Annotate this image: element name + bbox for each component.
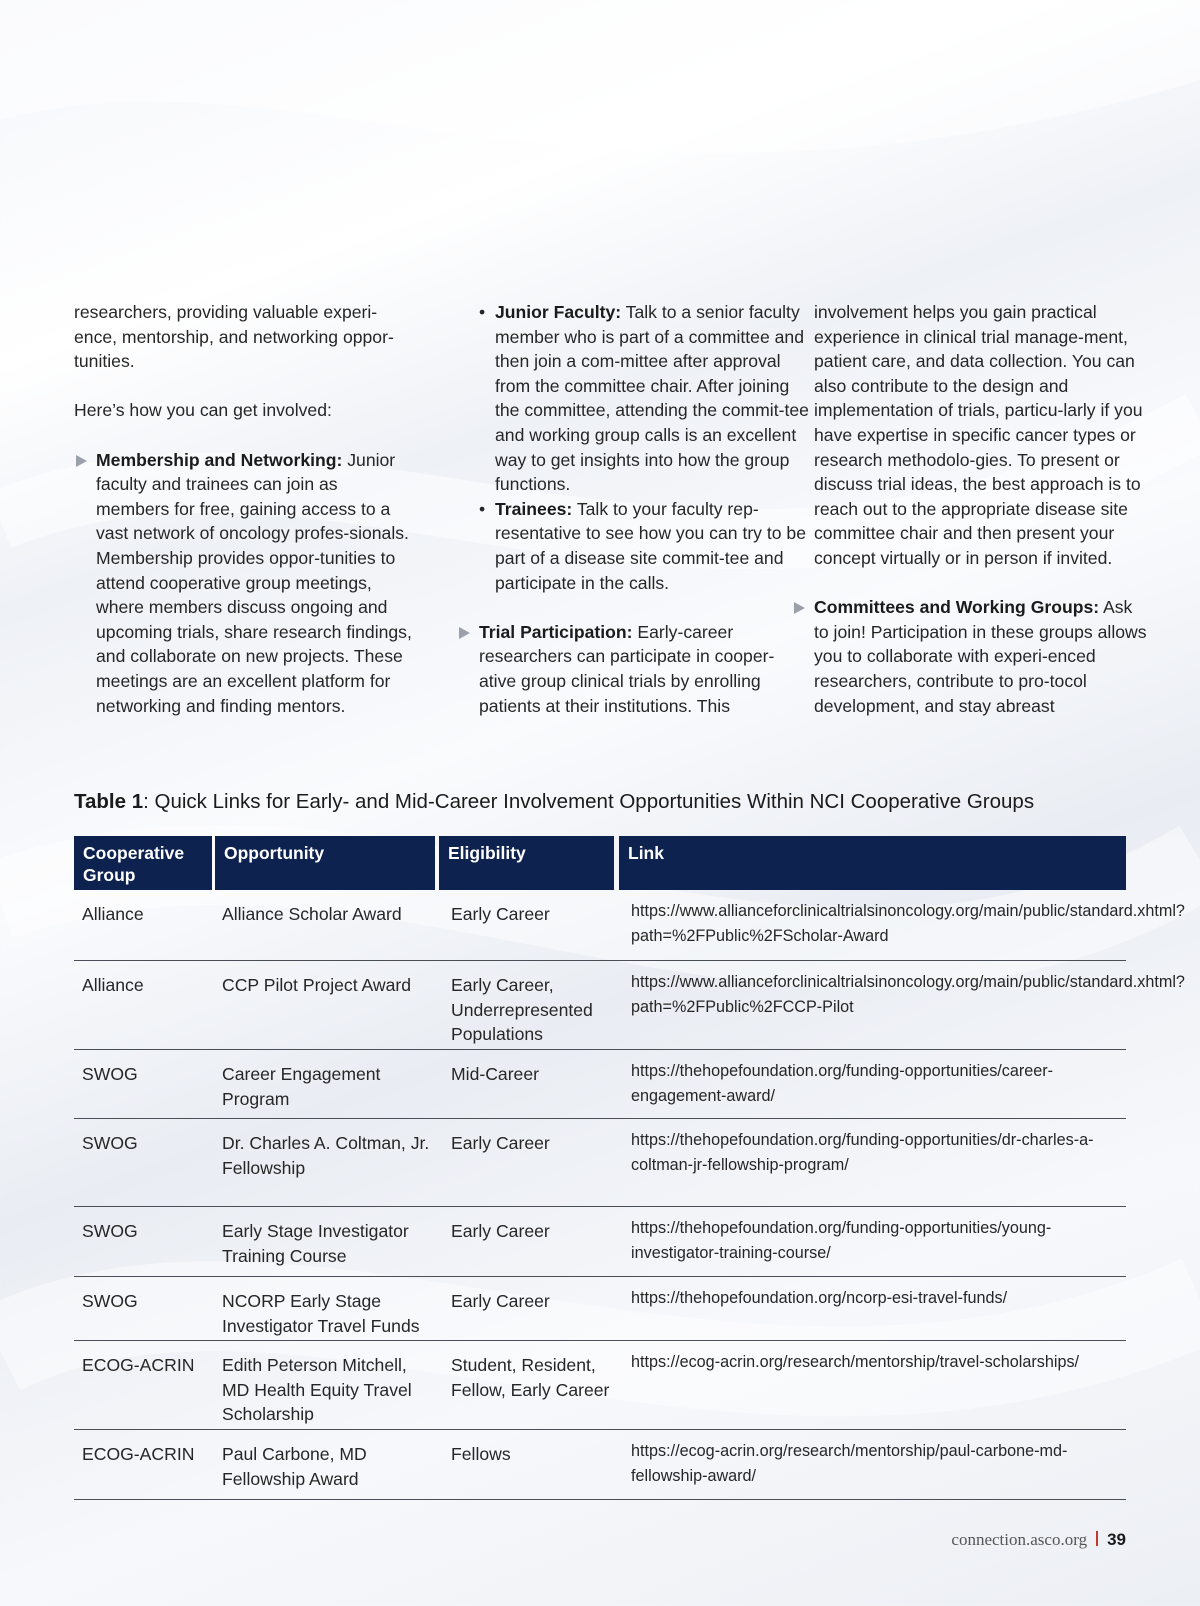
junior-faculty-title: Junior Faculty: [495, 302, 622, 322]
table-caption [74, 790, 1174, 814]
footer-site: connection.asco.org [951, 1530, 1088, 1549]
cell-cooperative-group: SWOG [82, 1291, 138, 1311]
committees-title: Committees and Working Groups: [814, 597, 1100, 618]
cell-link[interactable]: https://thehopefoundation.org/funding-opportunities/young-investigator-training-course/ [631, 1219, 1052, 1262]
cell-opportunity: Career Engagement Program [222, 1064, 381, 1109]
cell-cooperative-group: SWOG [82, 1133, 138, 1153]
cell-link[interactable]: https://thehopefoundation.org/funding-opportunities/dr-charles-a-coltman-jr-fellowship-program/ [631, 1131, 1094, 1174]
trial-participation-text: Early-career researchers can participate in cooper-ative group clinical trials by enrolling patients at their institutions. This [479, 621, 775, 716]
page-number: 39 [1107, 1530, 1126, 1549]
cell-link[interactable]: https://www.allianceforclinicaltrialsinoncology.org/main/public/standard.xhtml?path=%2FPublic%2FScholar-Award [631, 902, 1185, 945]
table-caption-text: : Quick Links for Early- and Mid-Career Involvement Opportunities Within NCI Cooperative Groups [143, 790, 1035, 813]
cell-eligibility: Early Career, Underrepresented Populations [451, 975, 593, 1045]
intro-paragraph: researchers, providing valuable experi-ence, mentorship, and networking oppor-tunities. [74, 302, 394, 372]
cell-cooperative-group: Alliance [82, 975, 144, 995]
header-cooperative-group: Cooperative Group [74, 836, 212, 890]
list-item-trainees [479, 497, 809, 595]
list-item-committees [792, 595, 1149, 718]
cell-link[interactable]: https://thehopefoundation.org/funding-opportunities/career-engagement-award/ [631, 1062, 1054, 1105]
cell-link[interactable]: https://ecog-acrin.org/research/mentorship/paul-carbone-md-fellowship-award/ [631, 1442, 1068, 1485]
cell-opportunity: Dr. Charles A. Coltman, Jr. Fellowship [222, 1133, 430, 1178]
cell-cooperative-group: SWOG [82, 1221, 138, 1241]
cell-cooperative-group: ECOG-ACRIN [82, 1444, 195, 1464]
list-item-trial-participation [457, 620, 809, 718]
cell-opportunity: CCP Pilot Project Award [222, 975, 412, 995]
cell-opportunity: Paul Carbone, MD Fellowship Award [222, 1444, 367, 1489]
trainees-title: Trainees: [495, 498, 573, 519]
table-caption-label: Table 1 [74, 790, 144, 813]
table-row [74, 961, 1185, 1050]
table-body [74, 890, 1185, 1500]
cell-eligibility: Mid-Career [451, 1064, 539, 1084]
cell-opportunity: Edith Peterson Mitchell, MD Health Equity Travel Scholarship [222, 1355, 412, 1425]
dot-bullet-icon: • [479, 302, 486, 322]
arrow-bullet-icon [459, 627, 470, 639]
cell-eligibility: Fellows [451, 1444, 511, 1464]
table-row [74, 1050, 1126, 1119]
cell-link[interactable]: https://www.allianceforclinicaltrialsinoncology.org/main/public/standard.xhtml?path=%2FPublic%2FCCP-Pilot [631, 973, 1185, 1016]
cell-eligibility: Early Career [451, 1221, 550, 1241]
cell-cooperative-group: Alliance [82, 904, 144, 924]
text-column-2 [479, 300, 809, 718]
table-row [74, 890, 1185, 961]
footer-separator [1096, 1531, 1098, 1546]
trainees-text: Talk to your faculty rep-resentative to see how you can try to be part of a disease site commit-tee and participate in the calls. [495, 498, 807, 593]
cell-opportunity: Alliance Scholar Award [222, 904, 402, 924]
header-eligibility: Eligibility [439, 836, 614, 890]
table-row [74, 1119, 1126, 1207]
table-header-row [74, 836, 1126, 890]
text-column-3 [814, 300, 1200, 718]
list-item-junior-faculty [479, 300, 809, 497]
arrow-bullet-icon [794, 602, 805, 614]
committees-text: Ask to join! Participation in these groups allows you to collaborate with experi-enced researchers, contribute to pro-tocol development, and stay abreast [814, 597, 1147, 716]
list-item-membership [74, 448, 414, 719]
cell-cooperative-group: ECOG-ACRIN [82, 1355, 195, 1375]
cell-eligibility: Early Career [451, 1291, 550, 1311]
header-opportunity: Opportunity [215, 836, 435, 890]
table-row [74, 1207, 1126, 1277]
cell-link[interactable]: https://ecog-acrin.org/research/mentorship/travel-scholarships/ [631, 1353, 1080, 1371]
continuation-paragraph: involvement helps you gain practical experience in clinical trial manage-ment, patient care, and data collection. You can also contribute to the design and implementation of trials, particu-larly if you have expertise in specific cancer types or research methodolo-gies. To present or discuss trial ideas, the best approach is to reach out to the appropriate disease site committee chair and then present your concept virtually or in person if invited. [814, 302, 1143, 568]
cell-eligibility: Student, Resident, Fellow, Early Career [451, 1355, 610, 1400]
table-row [74, 1341, 1126, 1430]
opportunities-table [74, 836, 1185, 1500]
dot-bullet-icon: • [479, 498, 486, 519]
cell-opportunity: NCORP Early Stage Investigator Travel Funds [222, 1291, 420, 1336]
get-involved-paragraph: Here’s how you can get involved: [74, 400, 332, 421]
body-text-columns [74, 300, 1147, 750]
arrow-bullet-icon [76, 455, 87, 467]
junior-faculty-text: Talk to a senior faculty member who is part of a committee and then join a com-mittee after approval from the committee chair. After joining the committee, attending the commit-tee and working group calls is an excellent way to get insights into how the group functions. [495, 302, 809, 495]
text-column-1 [74, 300, 414, 718]
cell-cooperative-group: SWOG [82, 1064, 138, 1084]
page-footer [900, 1530, 1126, 1550]
cell-opportunity: Early Stage Investigator Training Course [222, 1221, 409, 1266]
trial-participation-title: Trial Participation: [479, 621, 633, 642]
table-row [74, 1430, 1126, 1500]
cell-eligibility: Early Career [451, 1133, 550, 1153]
cell-eligibility: Early Career [451, 904, 550, 924]
cell-link[interactable]: https://thehopefoundation.org/ncorp-esi-travel-funds/ [631, 1289, 1008, 1307]
header-link: Link [619, 836, 1126, 890]
membership-text: Junior faculty and trainees can join as members for free, gaining access to a vast network of oncology profes-sionals. Membership provides oppor-tunities to attend cooperative group meetings, where members discuss ongoing and upcoming trials, share research findings, and collaborate on new projects. These meetings are an excellent platform for networking and finding mentors. [96, 449, 412, 716]
membership-title: Membership and Networking: [96, 449, 343, 470]
table-row [74, 1277, 1126, 1341]
